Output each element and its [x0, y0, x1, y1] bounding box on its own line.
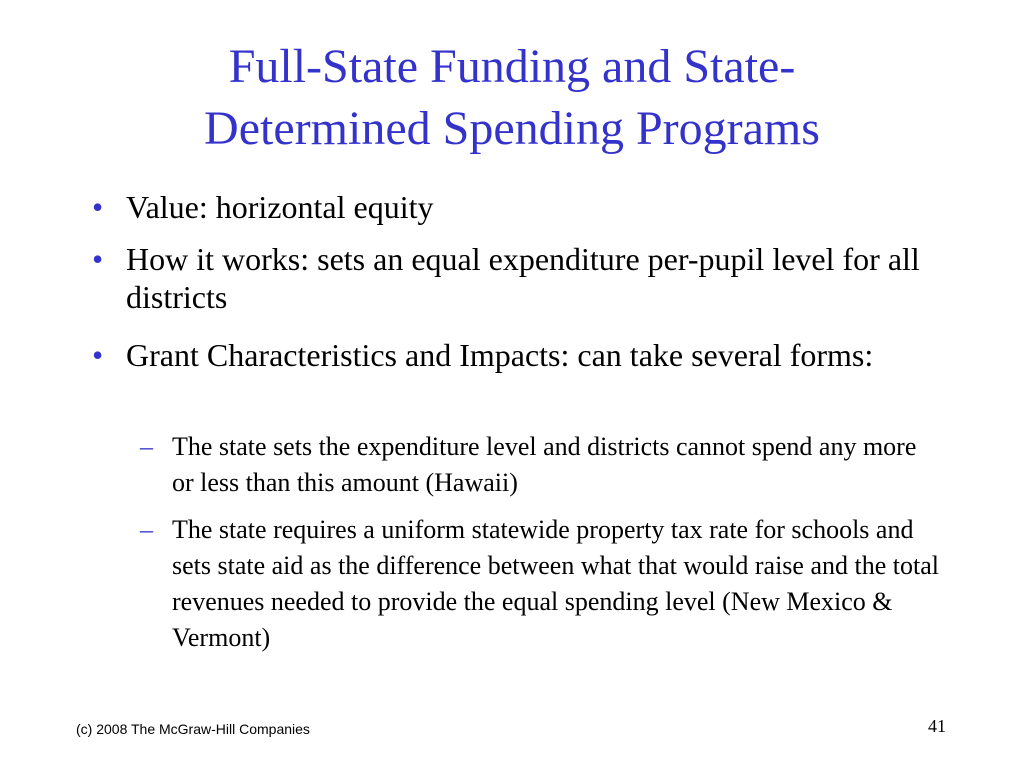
footer-copyright: (c) 2008 The McGraw-Hill Companies — [76, 721, 310, 737]
sub-bullet-text: The state sets the expenditure level and districts cannot spend any more or less than this amount (Hawaii) — [172, 432, 917, 497]
bullet-value — [92, 188, 952, 226]
bullet-marker: • — [92, 241, 104, 277]
slide-title-line-2: Determined Spending Programs — [204, 102, 820, 155]
page-number: 41 — [928, 716, 946, 736]
bullet-grant-characteristics — [92, 336, 952, 374]
slide-title-line-1: Full-State Funding and State- — [228, 40, 796, 93]
slide-title — [80, 36, 944, 160]
bullet-text: Grant Characteristics and Impacts: can take several forms: — [126, 337, 874, 373]
sub-bullet-marker: – — [140, 432, 153, 461]
sub-bullet-new-mexico-vermont — [140, 512, 940, 656]
sub-bullet-text: The state requires a uniform statewide property tax rate for schools and sets state aid as the difference between what that would raise and the total revenues needed to provide the equal spending level (New Mexico & Vermont) — [172, 515, 939, 652]
sub-bullet-hawaii — [140, 429, 940, 501]
bullet-how-it-works — [92, 240, 952, 316]
sub-bullet-marker: – — [140, 515, 153, 544]
bullet-marker: • — [92, 189, 104, 225]
bullet-text: How it works: sets an equal expenditure per-pupil level for all districts — [126, 241, 920, 315]
bullet-text: Value: horizontal equity — [126, 189, 434, 225]
bullet-marker: • — [92, 337, 104, 373]
